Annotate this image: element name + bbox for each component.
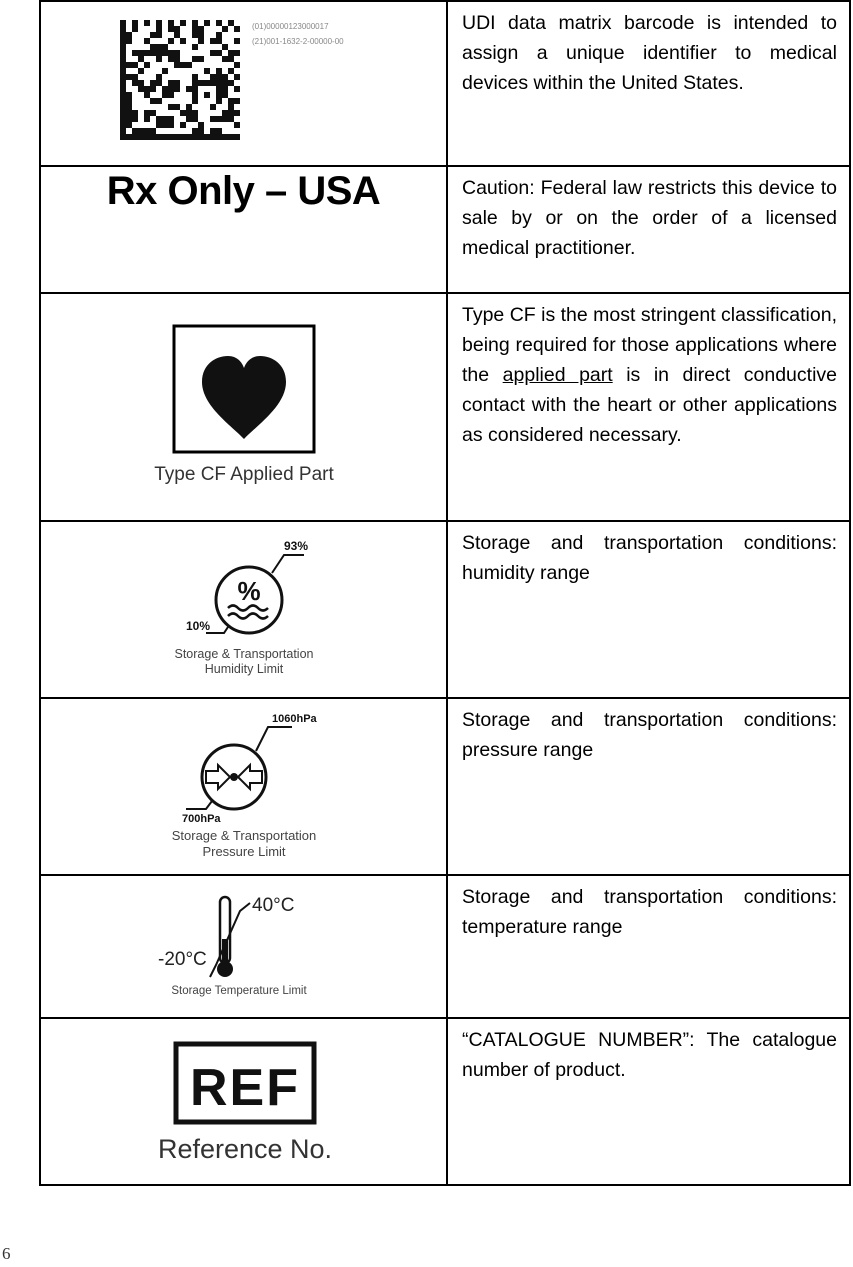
table-row <box>40 1018 850 1185</box>
pressure-caption-line-2: Pressure Limit <box>201 844 286 859</box>
udi-code-line-2: (21)001-1632-2-00000-00 <box>251 36 344 46</box>
ref-description-cell <box>447 1018 850 1185</box>
temperature-description-cell <box>447 875 850 1018</box>
ref-label: REF <box>189 1058 300 1117</box>
pressure-caption-line-1: Storage & Transportation <box>171 828 316 843</box>
type-cf-description-cell <box>447 293 850 521</box>
type-cf-description-part-1: Type CF is the most stringent classification, being required for those applications where the <box>462 304 837 386</box>
thermometer-icon <box>144 889 344 1004</box>
table-row <box>40 698 850 875</box>
udi-code-line-1: (01)00000123000017 <box>251 21 329 31</box>
humidity-lower-label: 10% <box>185 618 210 633</box>
pressure-symbol-cell <box>40 698 447 875</box>
type-cf-description <box>462 300 837 450</box>
humidity-description: Storage and transportation conditions: humidity range <box>462 532 837 584</box>
temperature-description: Storage and transportation conditions: temperature range <box>462 886 837 938</box>
rx-only-label: Rx Only – USA <box>106 169 381 213</box>
temperature-caption: Storage Temperature Limit <box>170 985 307 997</box>
type-cf-description-part-2: is in direct conductive contact with the heart or other applications as considered necessary. <box>462 364 837 446</box>
udi-description: UDI data matrix barcode is intended to assign a unique identifier to medical devices within the United States. <box>462 12 837 94</box>
rx-symbol-cell <box>40 166 447 293</box>
udi-datamatrix-icon <box>114 14 374 154</box>
table-row <box>40 1 850 166</box>
table-row <box>40 875 850 1018</box>
type-cf-caption: Type CF Applied Part <box>153 464 334 485</box>
table-row <box>40 521 850 698</box>
udi-symbol-cell <box>40 1 447 166</box>
page-number: 6 <box>2 1244 11 1263</box>
symbols-table <box>39 0 851 1186</box>
ref-description: “CATALOGUE NUMBER”: The catalogue number of product. <box>462 1029 837 1081</box>
temperature-symbol-cell <box>40 875 447 1018</box>
pressure-description: Storage and transportation conditions: pressure range <box>462 709 837 761</box>
humidity-caption-line-2: Humidity Limit <box>204 661 283 676</box>
applied-part-link[interactable]: applied part <box>502 364 613 386</box>
temperature-upper-label: 40°C <box>251 895 294 916</box>
humidity-symbol-cell <box>40 521 447 698</box>
rx-description-cell <box>447 166 850 293</box>
ref-symbol-cell <box>40 1018 447 1185</box>
humidity-percent-glyph: % <box>236 575 261 606</box>
type-cf-heart-icon <box>124 322 364 492</box>
pressure-lower-label: 700hPa <box>181 813 221 825</box>
ref-icon <box>124 1032 364 1172</box>
rx-description: Caution: Federal law restricts this device to sale by or on the order of a licensed medical practitioner. <box>462 177 837 259</box>
pressure-upper-label: 1060hPa <box>271 713 317 725</box>
table-row <box>40 166 850 293</box>
ref-caption: Reference No. <box>157 1133 332 1164</box>
pressure-description-cell <box>447 698 850 875</box>
udi-description-cell <box>447 1 850 166</box>
humidity-limit-icon <box>144 535 344 685</box>
table-row <box>40 293 850 521</box>
humidity-description-cell <box>447 521 850 698</box>
type-cf-symbol-cell <box>40 293 447 521</box>
temperature-lower-label: -20°C <box>157 949 207 970</box>
humidity-upper-label: 93% <box>283 538 308 553</box>
humidity-caption-line-1: Storage & Transportation <box>174 646 313 661</box>
pressure-limit-icon <box>144 709 344 864</box>
